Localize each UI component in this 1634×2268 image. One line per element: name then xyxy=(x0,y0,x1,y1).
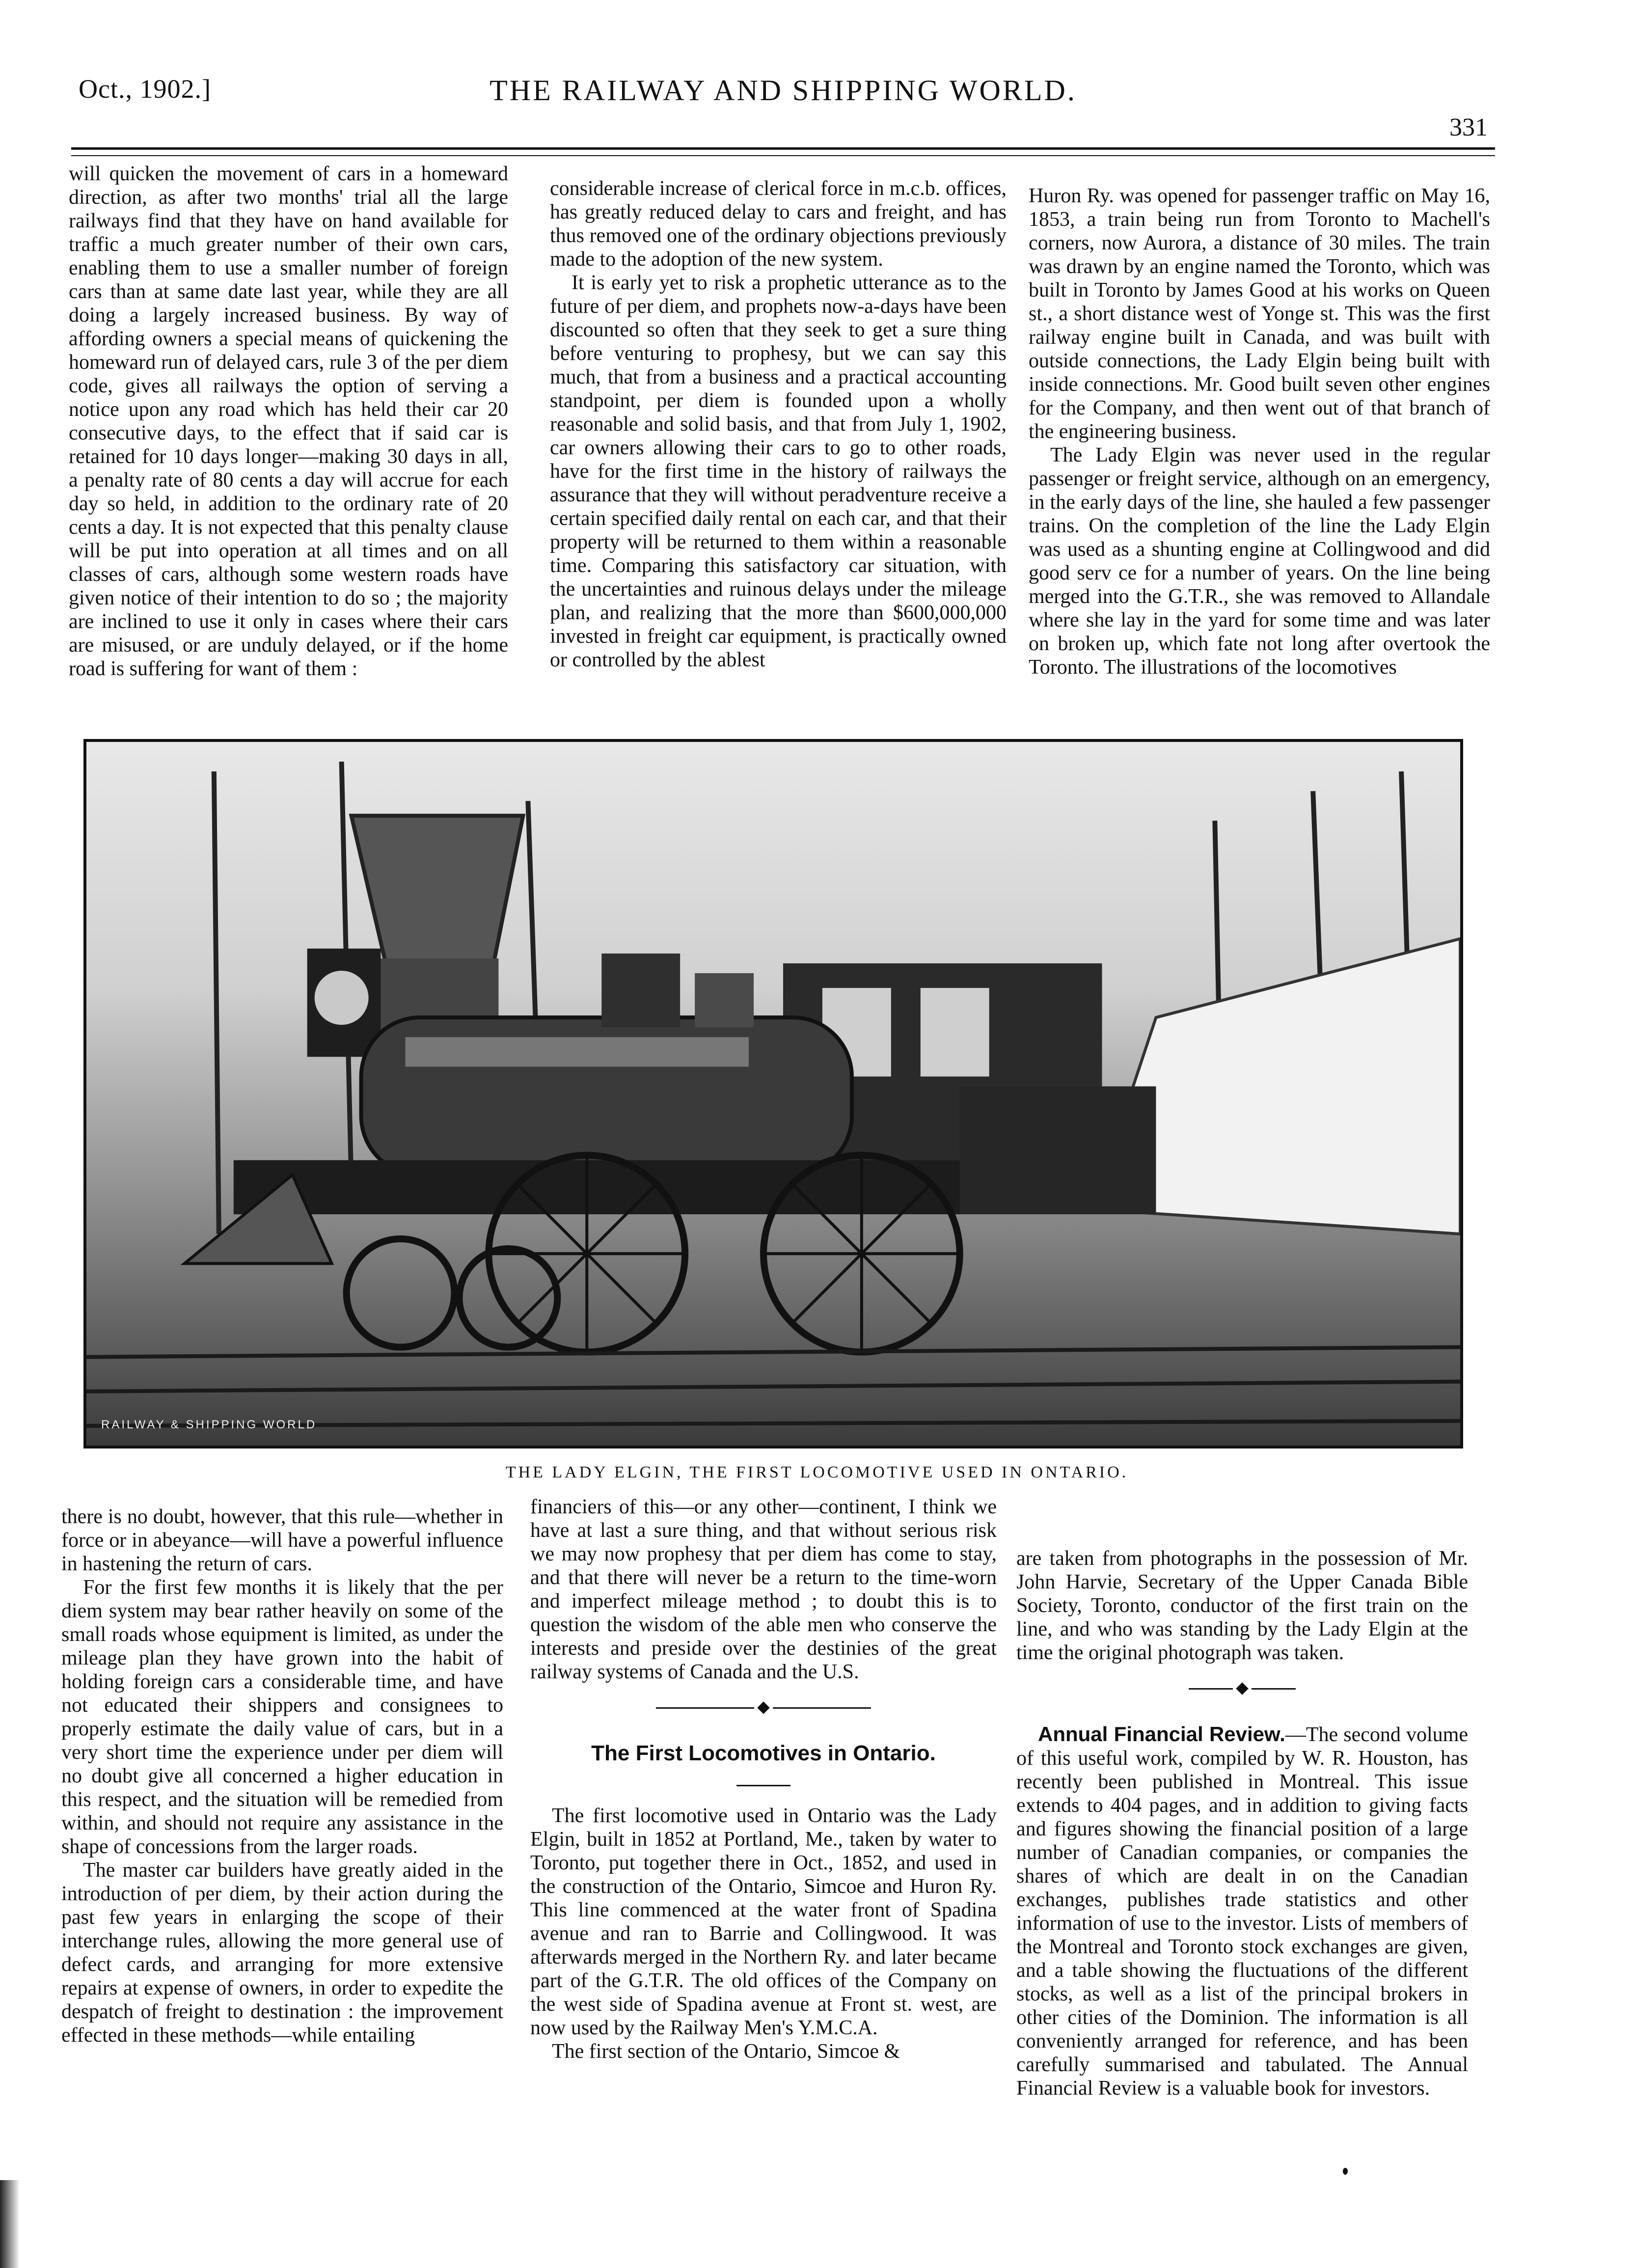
paragraph: The first locomotive used in Ontario was the Lady Elgin, built in 1852 at Portland, Me., taken by water to Toronto, put together there in Oct., 1852, and used in the construction of the Ontario, Simcoe and Huron Ry. This line commenced at the water front of Spadina avenue and ran to Barrie and Collingwood. It was afterwards merged in the Northern Ry. and later became part of the G.T.R. The old offices of the Company on the west side of Spadina avenue at Front st. west, are now used by the Railway Men's Y.M.C.A. xyxy=(530,1804,997,2039)
separator-line xyxy=(1189,1688,1233,1690)
header-rule-thin xyxy=(71,155,1495,156)
paragraph: It is early yet to risk a prophetic utterance as to the future of per diem, and prophets now-a-days have been discounted so often that they seek to get a sure thing before venturing to prophesy, but we can say this much, that from a business and a practical accounting standpoint, per diem is founded upon a wholly reasonable and solid basis, and that from July 1, 1902, car owners allowing their cars to go to other roads, have for the first time in the history of railways the assurance that they will without peradventure receive a certain specified daily rental on each car, and that their property will be returned to them within a reasonable time. Comparing this satisfactory car situation, with the uncertainties and ruinous delays under the mileage plan, and realizing that the more than $600,000,000 invested in freight car equipment, is practically owned or controlled by the ablest xyxy=(550,272,1007,671)
review-text: —The second volume of this useful work, compiled by W. R. Houston, has recently been published in Montreal. This issue extends to 404 pages, and in addition to giving facts and figures showing the financial position of a large number of Canadian companies, or companies the shares of which are dealt in on the Canadian exchanges, publishes trade statistics and other information of use to the investor. Lists of members of the Montreal and Toronto stock exchanges are given, and a table showing the fluctuations of the different stocks, as well as a list of the principal brokers in other cities of the Dominion. The information is all conveniently arranged for reference, and has been carefully summarised and tabulated. The Annual Financial Review is a valuable book for investors. xyxy=(1016,1723,1468,2100)
paragraph: considerable increase of clerical force in m.c.b. offices, has greatly reduced delay to cars and freight, and has thus removed one of the ordinary objections previously made to the adoption of the new system. xyxy=(550,177,1007,271)
publication-title: THE RAILWAY AND SHIPPING WORLD. xyxy=(490,74,1077,107)
separator-diamond-icon xyxy=(1236,1682,1248,1694)
separator-line xyxy=(656,1707,754,1709)
separator-diamond-icon xyxy=(757,1701,769,1714)
heading-rule xyxy=(736,1785,790,1786)
review-title: Annual Financial Review. xyxy=(1038,1722,1285,1746)
issue-date: Oct., 1902.] xyxy=(79,74,211,104)
top-column-1 xyxy=(69,162,508,681)
ink-dot xyxy=(1343,2168,1348,2175)
separator-line xyxy=(1252,1688,1296,1690)
paragraph: Huron Ry. was opened for passenger traffic on May 16, 1853, a train being run from Toronto to Machell's corners, now Aurora, a distance of 30 miles. The train was drawn by an engine named the Toronto, which was built in Toronto by James Good at his works on Queen st., a short distance west of Yonge st. This was the first railway engine built in Canada, and was built with outside connections, the Lady Elgin being built with inside connections. Mr. Good built seven other engines for the Company, and then went out of that branch of the engineering business. xyxy=(1029,185,1490,443)
locomotive-illustration xyxy=(86,742,1460,1446)
paragraph: there is no doubt, however, that this rule—whether in force or in abeyance—will have a powerful influence in hastening the return of cars. xyxy=(61,1505,503,1575)
paragraph: For the first few months it is likely that the per diem system may bear rather heavily on some of the small roads whose equipment is limited, as under the mileage plan they have grown into the habit of holding foreign cars a considerable time, and have not educated their shippers and consignees to properly estimate the daily value of cars, but in a very short time the experience under per diem will no doubt give all concerned a higher education in this respect, and the situation will be remedied from within, and should not require any assistance in the shape of concessions from the larger roads. xyxy=(61,1576,503,1858)
paragraph: The master car builders have greatly aided in the introduction of per diem, by their action during the past few years in enlarging the scope of their interchange rules, allowing the more general use of defect cards, and arranging for more extensive repairs at expense of owners, in order to expedite the despatch of freight to destination : the improvement effected in these methods—while entailing xyxy=(61,1859,503,2047)
locomotive-photograph xyxy=(83,739,1463,1448)
paragraph: are taken from photographs in the possession of Mr. John Harvie, Secretary of the Upper Canada Bible Society, Toronto, conductor of the first train on the line, and who was standing by the Lady Elgin at the time the original photograph was taken. xyxy=(1016,1547,1468,1664)
photo-caption: THE LADY ELGIN, THE FIRST LOCOMOTIVE USED IN ONTARIO. xyxy=(505,1463,1129,1481)
section-separator xyxy=(530,1703,997,1712)
scan-edge-mark xyxy=(0,2180,20,2268)
page-header xyxy=(79,74,1488,142)
photo-credit: RAILWAY & SHIPPING WORLD xyxy=(101,1418,317,1431)
paragraph: The Lady Elgin was never used in the regular passenger or freight service, although on an emergency, in the early days of the line, she hauled a few passenger trains. On the completion of the line the Lady Elgin was used as a shunting engine at Collingwood and did good serv ce for a number of years. On the line being merged into the G.T.R., she was removed to Allandale where she lay in the yard for some time and was later on broken up, which fate not long after overtook the Toronto. The illustrations of the locomotives xyxy=(1029,444,1490,679)
review-paragraph xyxy=(1016,1722,1468,2100)
separator-line xyxy=(773,1707,871,1709)
page-number: 331 xyxy=(1449,113,1488,141)
paragraph: will quicken the movement of cars in a homeward direction, as after two months' trial all the large railways find that they have on hand available for traffic a much greater number of their own cars, enabling them to use a smaller number of foreign cars than at same date last year, while they are all doing a largely increased business. By way of affording owners a special means of quickening the homeward run of delayed cars, rule 3 of the per diem code, gives all railways the option of serving a notice upon any road which has held their car 20 consecutive days, to the effect that if said car is retained for 10 days longer—making 30 days in all, a penalty rate of 80 cents a day will accrue for each day so held, in addition to the ordinary rate of 20 cents a day. It is not expected that this penalty clause will be put into operation at all times and on all classes of cars, although some western roads have given notice of their intention to do so ; the majority are inclined to use it only in cases where their cars are misused, or are unduly delayed, or if the home road is suffering for want of them : xyxy=(69,163,508,680)
paragraph: The first section of the Ontario, Simcoe & xyxy=(552,2040,900,2063)
top-column-3 xyxy=(1029,184,1490,679)
section-separator xyxy=(1016,1684,1468,1693)
section-heading: The First Locomotives in Ontario. xyxy=(591,1741,936,1765)
bottom-column-3 xyxy=(1016,1547,1468,2100)
header-rule-thick xyxy=(71,147,1495,150)
paragraph: financiers of this—or any other—continent, I think we have at last a sure thing, and that without serious risk we may now prophesy that per diem has come to stay, and that there will never be a return to the time-worn and imperfect mileage method ; to doubt this is to question the wisdom of the able men who conserve the interests and preside over the destinies of the great railway systems of Canada and the U.S. xyxy=(530,1496,997,1683)
top-column-2 xyxy=(550,177,1007,672)
bottom-column-2 xyxy=(530,1495,997,2063)
bottom-column-1 xyxy=(61,1505,503,2047)
